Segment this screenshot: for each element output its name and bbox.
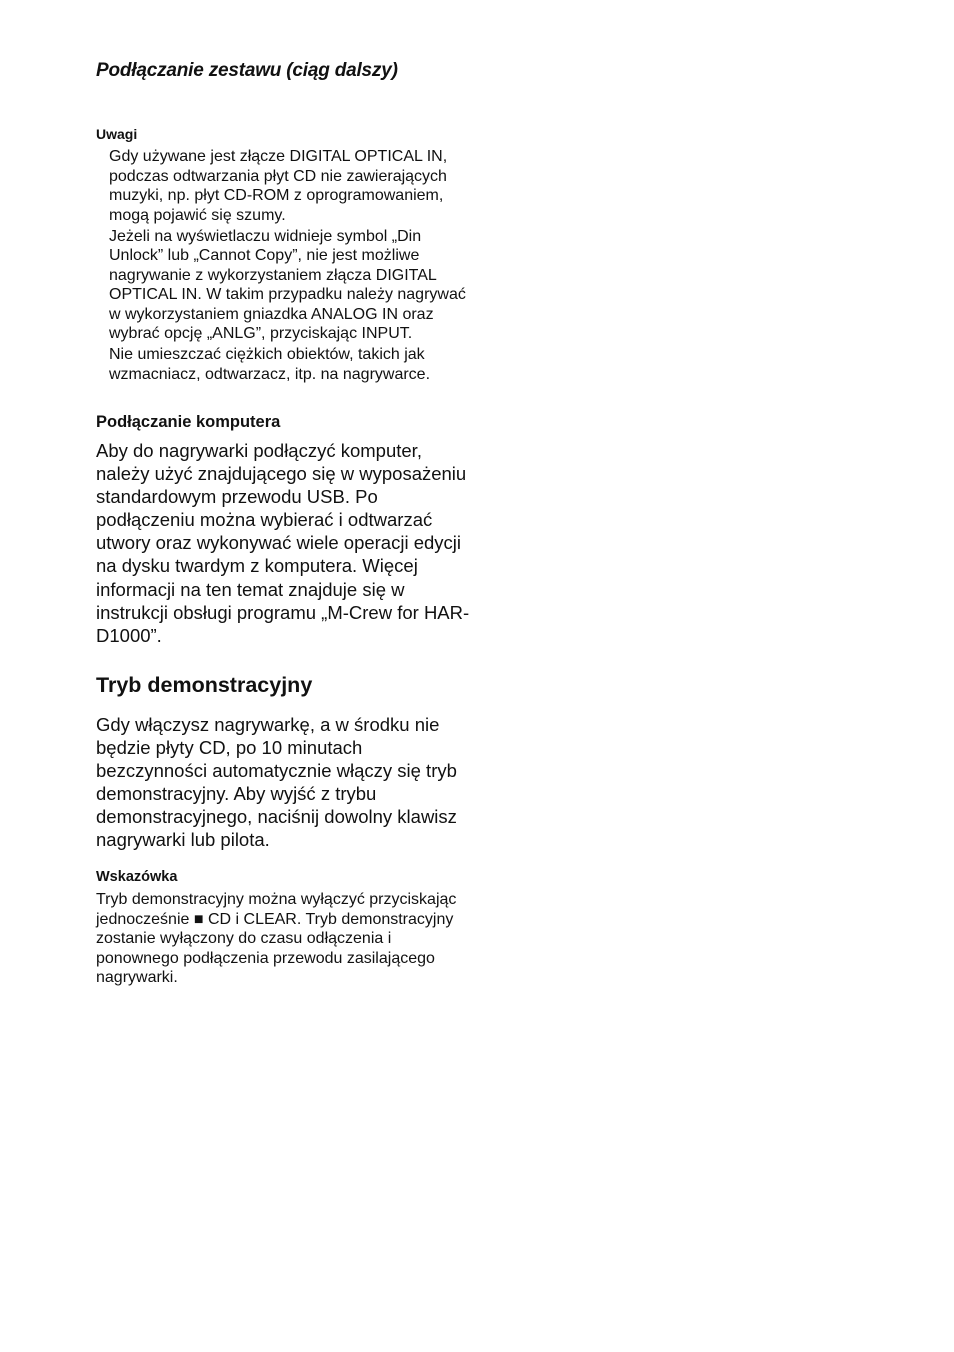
demo-section-text: Gdy włączysz nagrywarkę, a w środku nie będzie płyty CD, po 10 minutach bezczynności automatycznie włączy się tryb demonstracyjny. Aby wyjść z trybu demonstracyjnego, naciśnij dowolny klawisz nagrywarki lub pilota. [96,714,457,851]
demo-section-heading: Tryb demonstracyjny [96,673,313,697]
computer-section-heading: Podłączanie komputera [96,413,281,431]
hint-label: Wskazówka [96,869,178,885]
notes-list [109,147,479,386]
note-item: Gdy używane jest złącze DIGITAL OPTICAL IN, podczas odtwarzania płyt CD nie zawierających muzyki, np. płyt CD-ROM z oprogramowaniem, mogą pojawić się szumy. [109,148,448,224]
running-head: Podłączanie zestawu (ciąg dalszy) [96,60,398,81]
computer-section-text: Aby do nagrywarki podłączyć komputer, należy użyć znajdującego się w wyposażeniu standardowym przewodu USB. Po podłączeniu można wybierać i odtwarzać utwory oraz wykonywać wiele operacji edycji na dysku twardym z komputera. Więcej informacji na ten temat znajduje się w instrukcji obsługi programu „M-Crew for HAR-D1000”. [96,440,470,646]
notes-label: Uwagi [96,126,138,142]
note-item: Nie umieszczać ciężkich obiektów, takich jak wzmacniacz, odtwarzacz, itp. na nagrywarce. [109,346,431,383]
hint-text: Tryb demonstracyjny można wyłączyć przyciskając jednocześnie ■ CD i CLEAR. Tryb demonstracyjny zostanie wyłączony do czasu odłączenia i ponownego podłączenia przewodu zasilającego nagrywarki. [96,891,457,986]
note-item: Jeżeli na wyświetlaczu widnieje symbol „Din Unlock” lub „Cannot Copy”, nie jest możliwe nagrywanie z wykorzystaniem złącza DIGITAL OPTICAL IN. W takim przypadku należy nagrywać w wykorzystaniem gniazdka ANALOG IN oraz wybrać opcję „ANLG”, przyciskając INPUT. [109,227,466,342]
